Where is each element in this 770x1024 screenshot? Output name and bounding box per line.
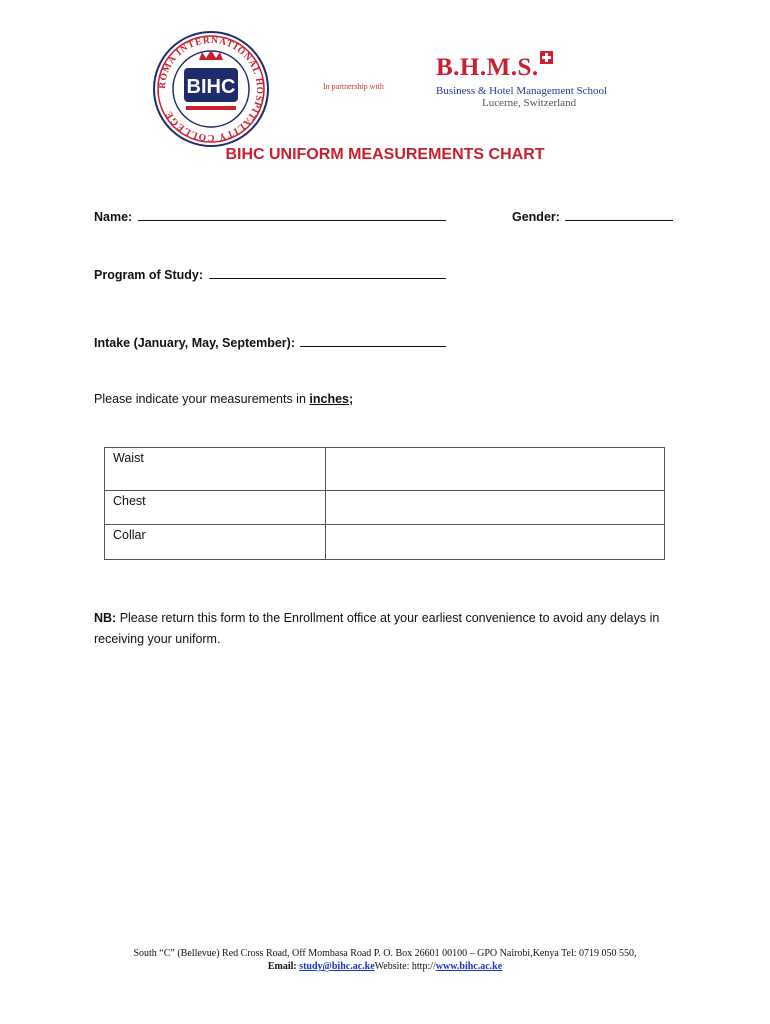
gender-label: Gender: [512,210,560,224]
bhms-title: B.H.M.S. [436,54,539,81]
logo-letters: BIHC [186,76,236,98]
gender-row [512,208,673,224]
program-row [94,266,446,282]
footer-address: South “C” (Bellevue) Red Cross Road, Off Mombasa Road P. O. Box 26601 00100 – GPO Nairobi,Kenya Tel: 0719 050 550, [133,948,637,959]
nb-label: NB: [94,611,117,625]
measurement-value-field[interactable] [326,525,665,560]
name-row [94,208,446,224]
instruction-text: Please indicate your measurements in [94,392,310,406]
bihc-logo [152,30,270,148]
footer [90,947,680,973]
instruction-unit: inches [309,392,349,406]
measurement-value-field[interactable] [326,491,665,525]
intake-field[interactable] [300,334,446,347]
footer-email-link[interactable]: study@bihc.ac.ke [299,961,375,972]
bhms-subtitle: Business & Hotel Management School [436,85,608,97]
swiss-cross-icon [540,51,553,64]
document-title: BIHC UNIFORM MEASUREMENTS CHART [225,146,545,163]
partnership-text: In partnership with [323,82,384,91]
intake-label: Intake (January, May, September): [94,336,295,350]
footer-website-label: Website: http:// [374,961,436,972]
name-label: Name: [94,210,133,224]
instruction-suffix: ; [349,392,354,406]
name-field[interactable] [138,208,446,221]
measurement-label: Chest [105,491,326,525]
program-label: Program of Study: [94,268,204,282]
intake-row [94,334,446,350]
table-row [105,491,665,525]
measurement-value-field[interactable] [326,448,665,491]
footer-website-link[interactable]: www.bihc.ac.ke [435,961,503,972]
table-row [105,448,665,491]
measurement-label: Waist [105,448,326,491]
logo-ring-text: ROMA INTERNATIONAL HOSPITALITY COLLEGE [157,35,265,143]
bhms-location: Lucerne, Switzerland [482,97,577,109]
nb-note [94,608,694,650]
program-field[interactable] [209,266,446,279]
nb-text: Please return this form to the Enrollment office at your earliest convenience to avoid any delays in receiving your uniform. [94,611,660,646]
measurement-label: Collar [105,525,326,560]
gender-field[interactable] [565,208,673,221]
bhms-logo [436,54,626,109]
measurement-instruction [94,392,353,406]
table-row [105,525,665,560]
footer-email-label: Email: [267,961,300,972]
measurements-table [104,447,665,560]
